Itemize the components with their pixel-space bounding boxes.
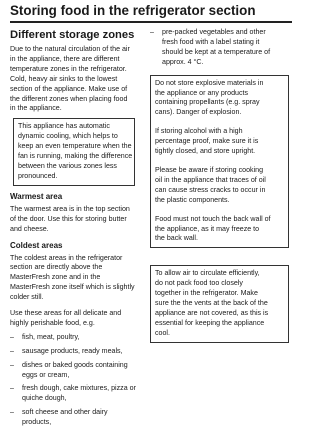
text-line: the plastic components. (155, 195, 230, 204)
title-rule (10, 21, 292, 23)
list-item-first-line (150, 28, 291, 38)
text-line: highly perishable food, e.g. (10, 318, 95, 327)
text-line: temperature zones in the refrigerator. (10, 64, 127, 73)
list-item (10, 361, 135, 371)
text-line: between the various zones less (18, 161, 117, 170)
back-wall-warning-paragraph (155, 215, 285, 245)
coldest-areas-paragraph (10, 254, 135, 304)
list-item (10, 347, 135, 357)
text-line: containing propellants (e.g. spray (155, 98, 260, 107)
list-item (150, 28, 291, 68)
list-item-continuation: should be kept at a temperature of (162, 47, 271, 56)
text-line: The coldest areas in the refrigerator (10, 253, 123, 262)
list-dash: – (10, 346, 14, 355)
text-line: oil in the appliance that traces of oil (155, 175, 266, 184)
text-line: Due to the natural circulation of the air (10, 45, 130, 53)
text-line: Cold, heavy air sinks to the lowest (10, 74, 118, 83)
text-line: in the appliance, there are different (10, 54, 120, 63)
air-circulation-note-box (150, 265, 289, 342)
text-line: percentage proof, make sure it is (155, 137, 259, 146)
text-line: Please be aware if storing cooking (155, 165, 264, 174)
text-line: cool. (155, 328, 170, 337)
text-line: The warmest area is in the top section (10, 204, 130, 213)
text-line: essential for keeping the appliance (155, 318, 265, 327)
text-line: fan is running, making the difference (18, 152, 133, 161)
text-line: keep an even temperature when the (18, 142, 132, 151)
text-line: the different zones when placing food (10, 94, 128, 103)
list-dash: – (10, 332, 14, 341)
list-item-text: fresh dough, cake mixtures, pizza or (22, 384, 136, 393)
right-column (150, 28, 291, 343)
text-line: in the appliance. (10, 104, 62, 113)
list-item-text: dishes or baked goods containing (22, 360, 128, 369)
text-line: section of the appliance. Make use of (10, 84, 128, 93)
list-item-text: fish, meat, poultry, (22, 332, 80, 341)
list-item-continuation: products, (22, 418, 52, 427)
list-item-continuation: eggs or cream, (22, 370, 70, 379)
text-line: the appliance or any products (155, 88, 249, 97)
coldest-areas-heading: Coldest areas (10, 240, 63, 250)
text-line: the appliance, as it may freeze to (155, 224, 260, 233)
text-line: This appliance has automatic (18, 122, 110, 131)
list-item (10, 333, 135, 343)
text-line: and cheese. (10, 224, 49, 233)
storage-zones-heading: Different storage zones (10, 29, 135, 41)
list-item-text: pre-packed vegetables and other (162, 28, 266, 36)
list-dash: – (150, 28, 154, 36)
list-dash: – (10, 384, 14, 393)
text-line: If storing alcohol with a high (155, 127, 243, 136)
text-line: sure the the vents at the back of the (155, 299, 268, 308)
text-line: tightly closed, and store upright. (155, 147, 256, 156)
list-dash: – (10, 408, 14, 417)
text-line: can cause stress cracks to occur in (155, 185, 266, 194)
text-line: Do not store explosive materials in (155, 78, 264, 87)
text-line: Use these areas for all delicate and (10, 309, 122, 318)
text-line: dynamic cooling, which helps to (18, 132, 118, 141)
safety-warning-box (150, 75, 289, 249)
text-line: MasterFresh zone itself which is slightly (10, 283, 135, 292)
list-item-continuation: fresh food with a label stating it (162, 37, 260, 46)
text-line: the back wall. (155, 234, 198, 243)
intro-paragraph (10, 45, 135, 114)
text-line: MasterFresh zone and in the (10, 273, 101, 282)
text-line: colder still. (10, 293, 44, 302)
text-line: pronounced. (18, 171, 58, 180)
page-title: Storing food in the refrigerator section (10, 3, 256, 18)
warmest-area-paragraph (10, 205, 135, 235)
list-item-continuation: approx. 4 °C. (162, 57, 204, 66)
list-item (10, 408, 135, 418)
text-line: cans). Danger of explosion. (155, 108, 242, 117)
list-item-text: soft cheese and other dairy (22, 408, 108, 417)
list-item-continuation: quiche dough, (22, 394, 67, 403)
text-line: appliance are not covered, as this is (155, 308, 269, 317)
alcohol-warning-paragraph (155, 127, 285, 157)
list-item (10, 384, 135, 394)
text-line: To allow air to circulate efficiently, (155, 269, 260, 278)
left-column (10, 28, 135, 428)
text-line: together in the refrigerator. Make (155, 289, 258, 298)
text-line: of the door. Use this for storing butter (10, 214, 127, 223)
dynamic-cooling-note-box (13, 118, 135, 185)
explosive-warning-paragraph (155, 79, 285, 119)
warmest-area-heading: Warmest area (10, 191, 63, 201)
use-areas-paragraph (10, 309, 135, 329)
list-dash: – (10, 360, 14, 369)
text-line: section are directly above the (10, 263, 103, 272)
perishable-food-list (10, 333, 135, 428)
cooking-oil-warning-paragraph (155, 166, 285, 206)
list-item-text: sausage products, ready meals, (22, 346, 123, 355)
text-line: do not pack food too closely (155, 279, 243, 288)
text-line: Food must not touch the back wall of (155, 214, 271, 223)
